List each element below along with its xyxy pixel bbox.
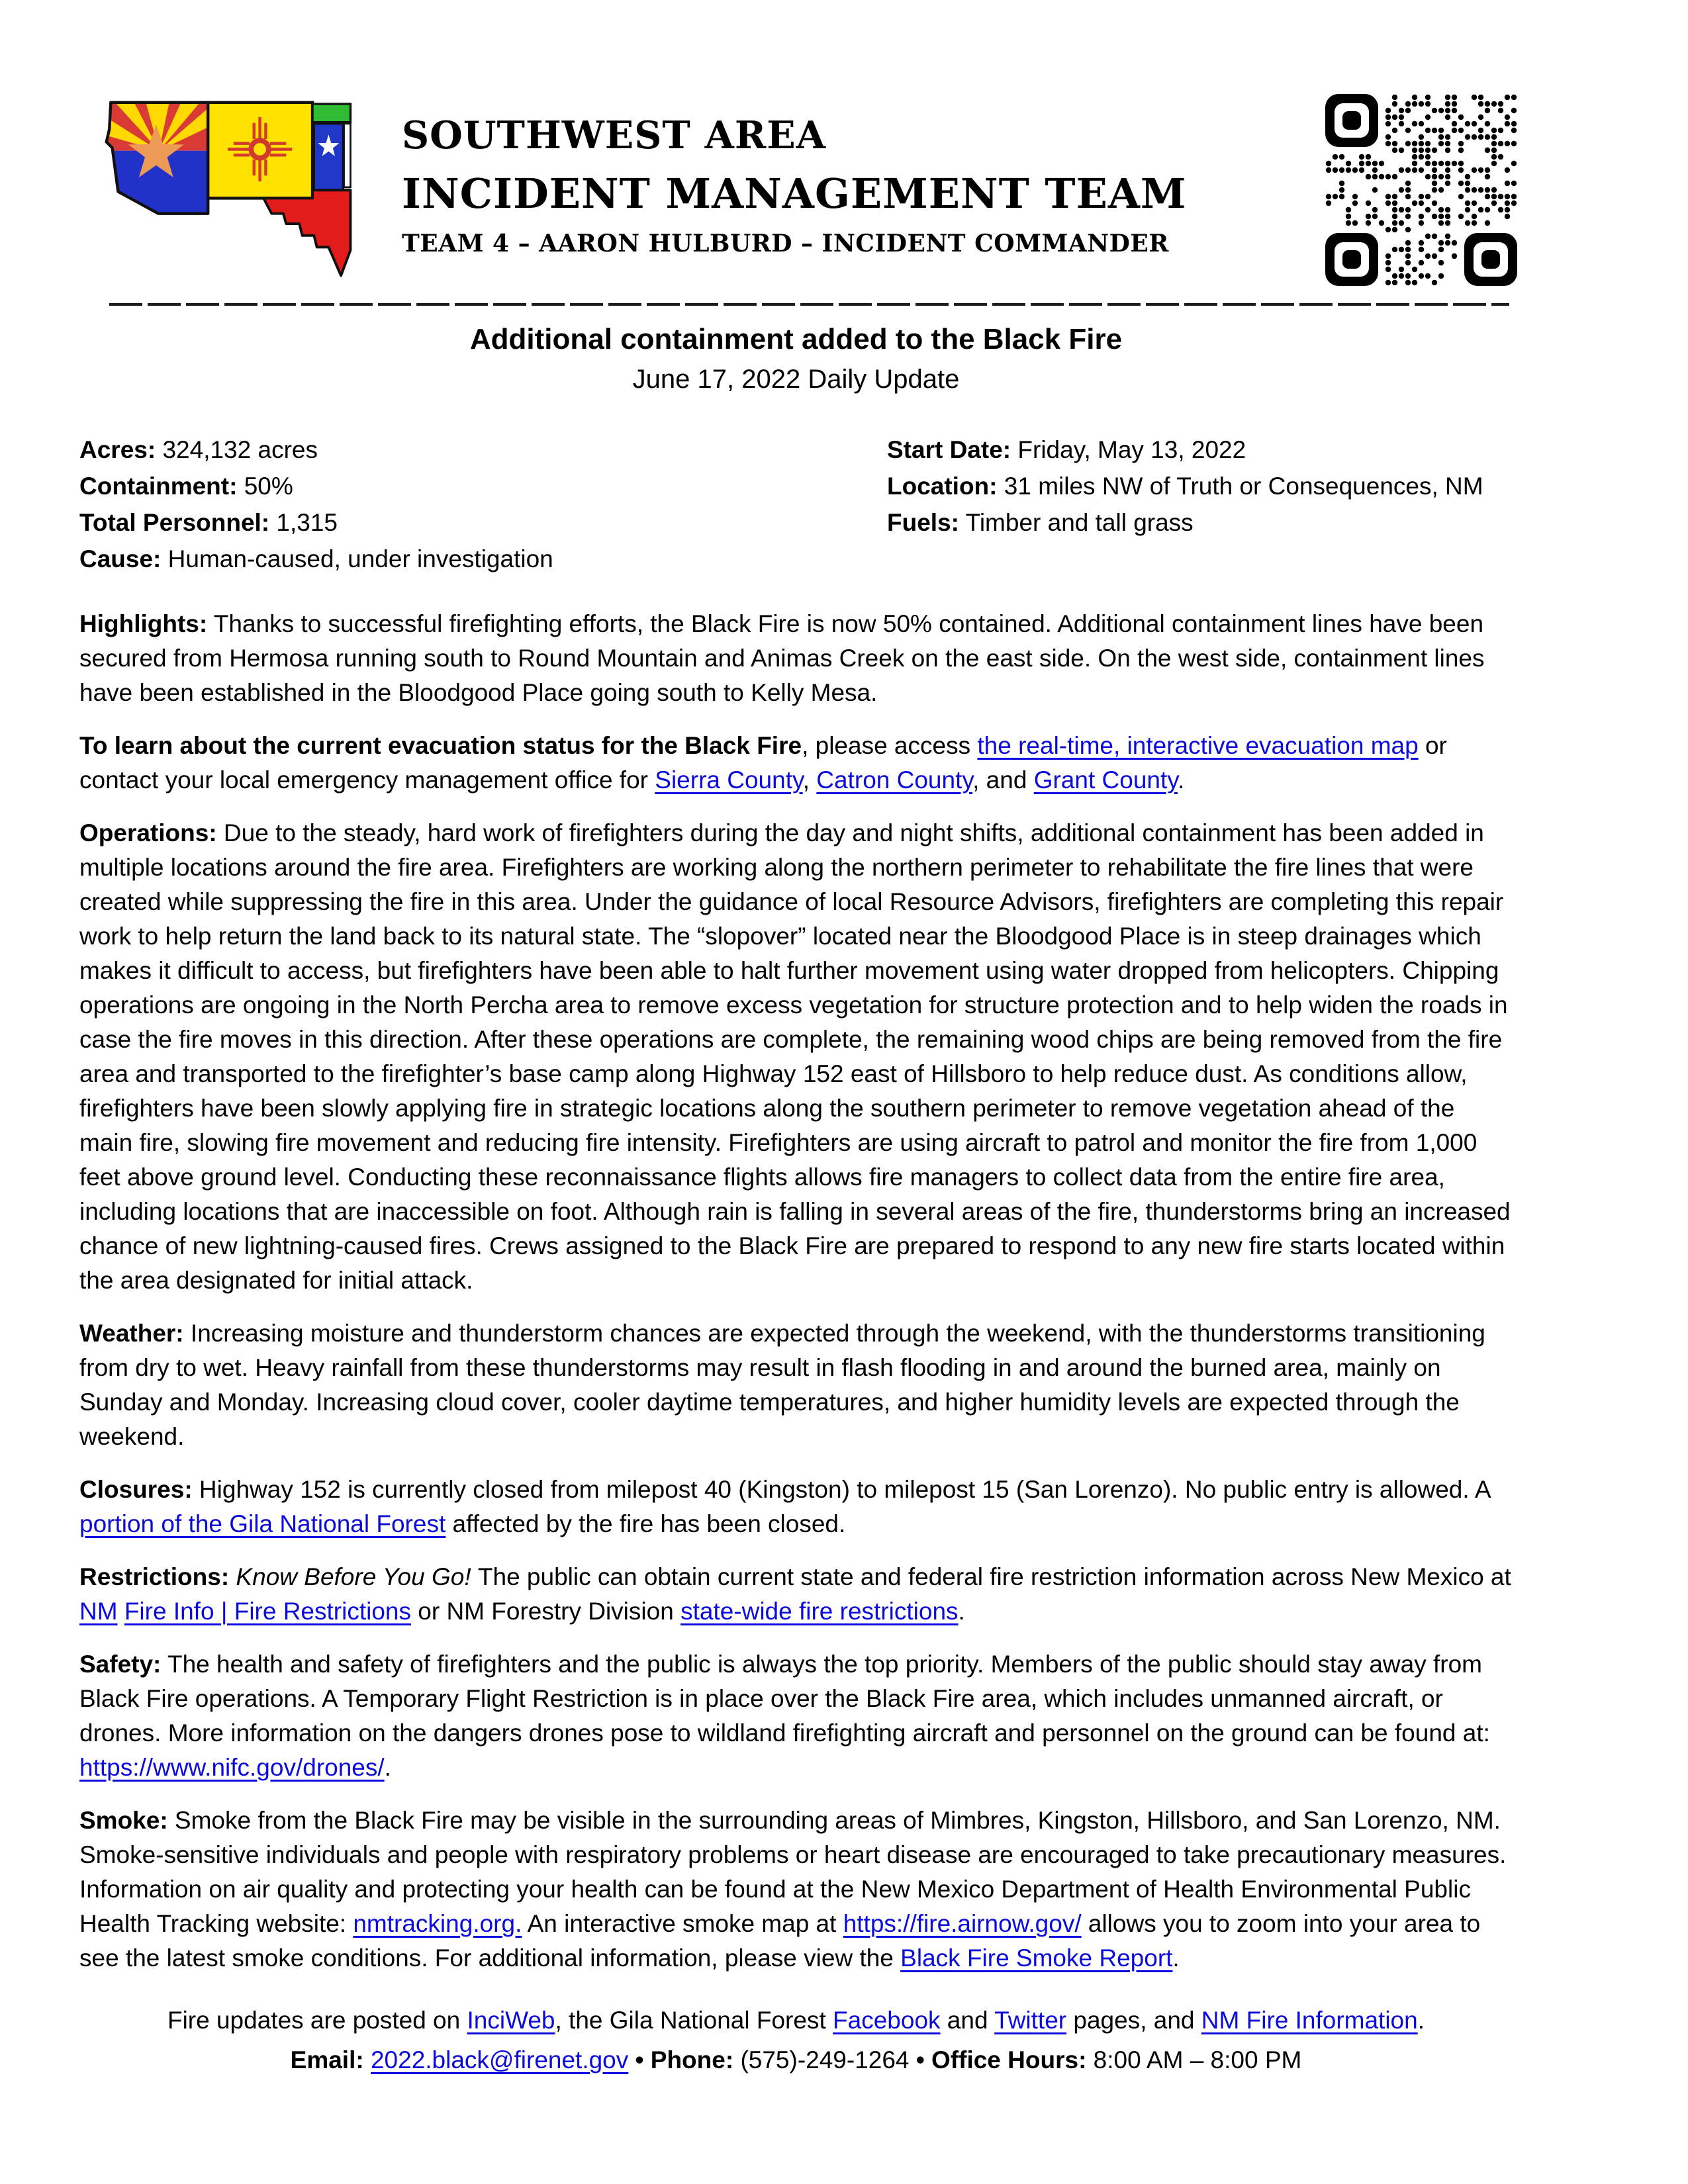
text-run: allows you to zoom into your area to see the latest smoke conditions. For additional information, please view the: [79, 1909, 1481, 1972]
evacuation-paragraph: [79, 729, 1513, 797]
text-run: • Office Hours:: [915, 2046, 1094, 2073]
arizona-flag-shape: [103, 103, 208, 216]
inline-link[interactable]: https://www.nifc.gov/drones/: [79, 1753, 385, 1781]
text-run: , the Gila National Forest: [555, 2006, 833, 2034]
text-run: .: [1417, 2006, 1425, 2034]
inline-link[interactable]: nmtracking.org.: [353, 1909, 522, 1937]
text-run: 8:00 AM – 8:00 PM: [1093, 2046, 1302, 2073]
oklahoma-strip: [312, 104, 350, 122]
text-run: Restrictions:: [79, 1563, 230, 1590]
text-run: or NM Forestry Division: [411, 1597, 681, 1625]
text-run: .: [384, 1753, 391, 1781]
stat-total-personnel: [79, 504, 887, 541]
safety-paragraph: [79, 1647, 1513, 1785]
text-run: To learn about the current evacuation status for the Black Fire: [79, 731, 802, 759]
inline-link[interactable]: Sierra County: [655, 766, 803, 794]
smoke-paragraph: [79, 1803, 1513, 1976]
stat-fuels: [887, 504, 1513, 541]
text-run: • Phone:: [628, 2046, 741, 2073]
contact-footer: [79, 2001, 1513, 2080]
text-run: pages, and: [1066, 2006, 1201, 2034]
stat-label: Total Personnel:: [79, 508, 270, 536]
inline-link[interactable]: Grant County: [1033, 766, 1178, 794]
inline-link[interactable]: Black Fire Smoke Report: [900, 1944, 1173, 1972]
text-run: Smoke:: [79, 1806, 168, 1834]
inline-link[interactable]: NM Fire Information: [1201, 2006, 1418, 2034]
stat-start-date: [887, 432, 1513, 468]
inline-link[interactable]: portion of the Gila National Forest: [79, 1510, 446, 1537]
weather-paragraph: [79, 1316, 1513, 1454]
masthead-line2: INCIDENT MANAGEMENT TEAM: [402, 169, 1187, 218]
inline-link[interactable]: 2022.black@firenet.gov: [370, 2046, 629, 2073]
fire-stats-right-column: [887, 432, 1513, 577]
stat-label: Containment:: [79, 472, 238, 500]
text-run: The public can obtain current state and federal fire restriction information across New Mexico at: [477, 1563, 1511, 1590]
inline-link[interactable]: the real-time, interactive evacuation map: [977, 731, 1419, 759]
stat-label: Acres:: [79, 435, 156, 463]
stat-label: Start Date:: [887, 435, 1011, 463]
stat-value: Friday, May 13, 2022: [1017, 435, 1246, 463]
stat-value: 31 miles NW of Truth or Consequences, NM: [1004, 472, 1483, 500]
text-run: Highway 152 is currently closed from milepost 40 (Kingston) to milepost 15 (San Lorenzo). No public entry is allowed. A: [192, 1475, 1490, 1503]
text-run: Operations:: [79, 819, 217, 846]
report-date: June 17, 2022 Daily Update: [632, 364, 960, 394]
inline-link[interactable]: NM: [79, 1597, 118, 1625]
stat-containment: [79, 468, 887, 504]
text-run: (575)-249-1264: [740, 2046, 916, 2073]
footer-contact-line: [79, 2040, 1513, 2080]
text-run: An interactive smoke map at: [522, 1909, 843, 1937]
inline-link[interactable]: InciWeb: [467, 2006, 555, 2034]
report-title: Additional containment added to the Black Fire: [469, 323, 1123, 355]
text-run: affected by the fire has been closed.: [445, 1510, 846, 1537]
qr-code: [1325, 94, 1517, 286]
dashed-separator: [109, 303, 1509, 306]
inline-link[interactable]: Twitter: [994, 2006, 1067, 2034]
stat-location: [887, 468, 1513, 504]
text-run: Fire updates are posted on: [167, 2006, 467, 2034]
document-body: [79, 323, 1513, 2080]
inline-link[interactable]: Facebook: [833, 2006, 941, 2034]
masthead-line3: TEAM 4 – AARON HULBURD – INCIDENT COMMANDER: [402, 230, 1169, 257]
footer-updates-line: [79, 2001, 1513, 2040]
highlights-paragraph: [79, 607, 1513, 710]
operations-paragraph: [79, 816, 1513, 1298]
inline-link[interactable]: Fire Info | Fire Restrictions: [124, 1597, 411, 1625]
text-run: , and: [972, 766, 1034, 794]
new-mexico-flag-shape: [208, 103, 312, 199]
swaimt-states-logo: [98, 97, 357, 279]
inline-link[interactable]: Catron County: [816, 766, 973, 794]
texas-flag-white: [344, 124, 351, 187]
text-run: ,: [802, 766, 817, 794]
stat-value: Human-caused, under investigation: [167, 545, 553, 572]
texas-flag-red-wedge: [263, 190, 350, 275]
text-run: and: [940, 2006, 995, 2034]
masthead-line1: SOUTHWEST AREA: [402, 113, 826, 158]
text-run: or contact your local emergency management office for: [79, 731, 1447, 794]
text-run: .: [958, 1597, 965, 1625]
inline-link[interactable]: state-wide fire restrictions: [680, 1597, 959, 1625]
fire-stats: [79, 432, 1513, 577]
stat-value: 324,132 acres: [162, 435, 318, 463]
text-run: Know Before You Go!: [229, 1563, 478, 1590]
text-run: .: [1178, 766, 1185, 794]
text-run: .: [1172, 1944, 1180, 1972]
text-run: Thanks to successful firefighting efforts, the Black Fire is now 50% contained. Additional containment lines have been secured from Hermosa running south to Round Mountain and Animas Creek on the east side. On the west side, containment lines have been established in the Bloodgood Place going south to Kelly Mesa.: [79, 610, 1485, 706]
text-run: Safety:: [79, 1650, 162, 1678]
text-run: Weather:: [79, 1319, 184, 1347]
text-run: The health and safety of firefighters and the public is always the top priority. Members of the public should stay away from Black Fire operations. A Temporary Flight Restriction is in place over the Black Fire area, which includes unmanned aircraft, or drones. More information on the dangers drones pose to wildland firefighting aircraft and personnel on the ground can be found at:: [79, 1650, 1490, 1747]
text-run: Closures:: [79, 1475, 193, 1503]
text-run: , please access: [802, 731, 978, 759]
text-run: [118, 1598, 124, 1625]
stat-acres: [79, 432, 887, 468]
stat-label: Location:: [887, 472, 998, 500]
stat-value: 50%: [244, 472, 293, 500]
stat-value: Timber and tall grass: [965, 508, 1194, 536]
stat-label: Fuels:: [887, 508, 959, 536]
texas-flag-blue: [314, 124, 343, 190]
stat-cause: [79, 541, 887, 577]
stat-value: 1,315: [276, 508, 338, 536]
stat-label: Cause:: [79, 545, 162, 572]
restrictions-paragraph: [79, 1560, 1513, 1629]
inline-link[interactable]: https://fire.airnow.gov/: [843, 1909, 1082, 1937]
text-run: Email:: [290, 2046, 371, 2073]
text-run: Increasing moisture and thunderstorm chances are expected through the weekend, with the thunderstorms transitioning from dry to wet. Heavy rainfall from these thunderstorms may result in flash flooding in and around the burned area, mainly on Sunday and Monday. Increasing cloud cover, cooler daytime temperatures, and higher humidity levels are expected through the weekend.: [79, 1319, 1485, 1450]
text-run: Smoke from the Black Fire may be visible in the surrounding areas of Mimbres, Kingston, Hillsboro, and San Lorenzo, NM. Smoke-sensitive individuals and people with respiratory problems or heart disease are encouraged to take precautionary measures. Information on air quality and protecting your health can be found at the New Mexico Department of Health Environmental Public Health Tracking website:: [79, 1806, 1507, 1937]
closures-paragraph: [79, 1473, 1513, 1541]
text-run: Due to the steady, hard work of firefighters during the day and night shifts, additional containment has been added in multiple locations around the fire area. Firefighters are working along the northern perimeter to rehabilitate the fire lines that were created while suppressing the fire in this area. Under the guidance of local Resource Advisors, firefighters are completing this repair work to help return the land back to its natural state. The “slopover” located near the Bloodgood Place is in steep drainages which makes it difficult to access, but firefighters have been able to halt further movement using water dropped from helicopters. Chipping operations are ongoing in the North Percha area to remove excess vegetation for structure protection and to help widen the roads in case the fire moves in this direction. After these operations are complete, the remaining wood chips are being removed from the fire area and transported to the firefighter’s base camp along Highway 152 east of Hillsboro to help reduce dust. As conditions allow, firefighters have been slowly applying fire in strategic locations along the southern perimeter to remove vegetation ahead of the main fire, slowing fire movement and reducing fire intensity. Firefighters are using aircraft to patrol and monitor the fire from 1,000 feet above ground level. Conducting these reconnaissance flights allows fire managers to collect data from the entire fire area, including locations that are inaccessible on foot. Although rain is falling in several areas of the fire, thunderstorms bring an increased chance of new lightning-caused fires. Crews assigned to the Black Fire are prepared to respond to any new fire starts located within the area designated for initial attack.: [79, 819, 1511, 1294]
fire-stats-left-column: [79, 432, 887, 577]
text-run: Highlights:: [79, 610, 208, 637]
